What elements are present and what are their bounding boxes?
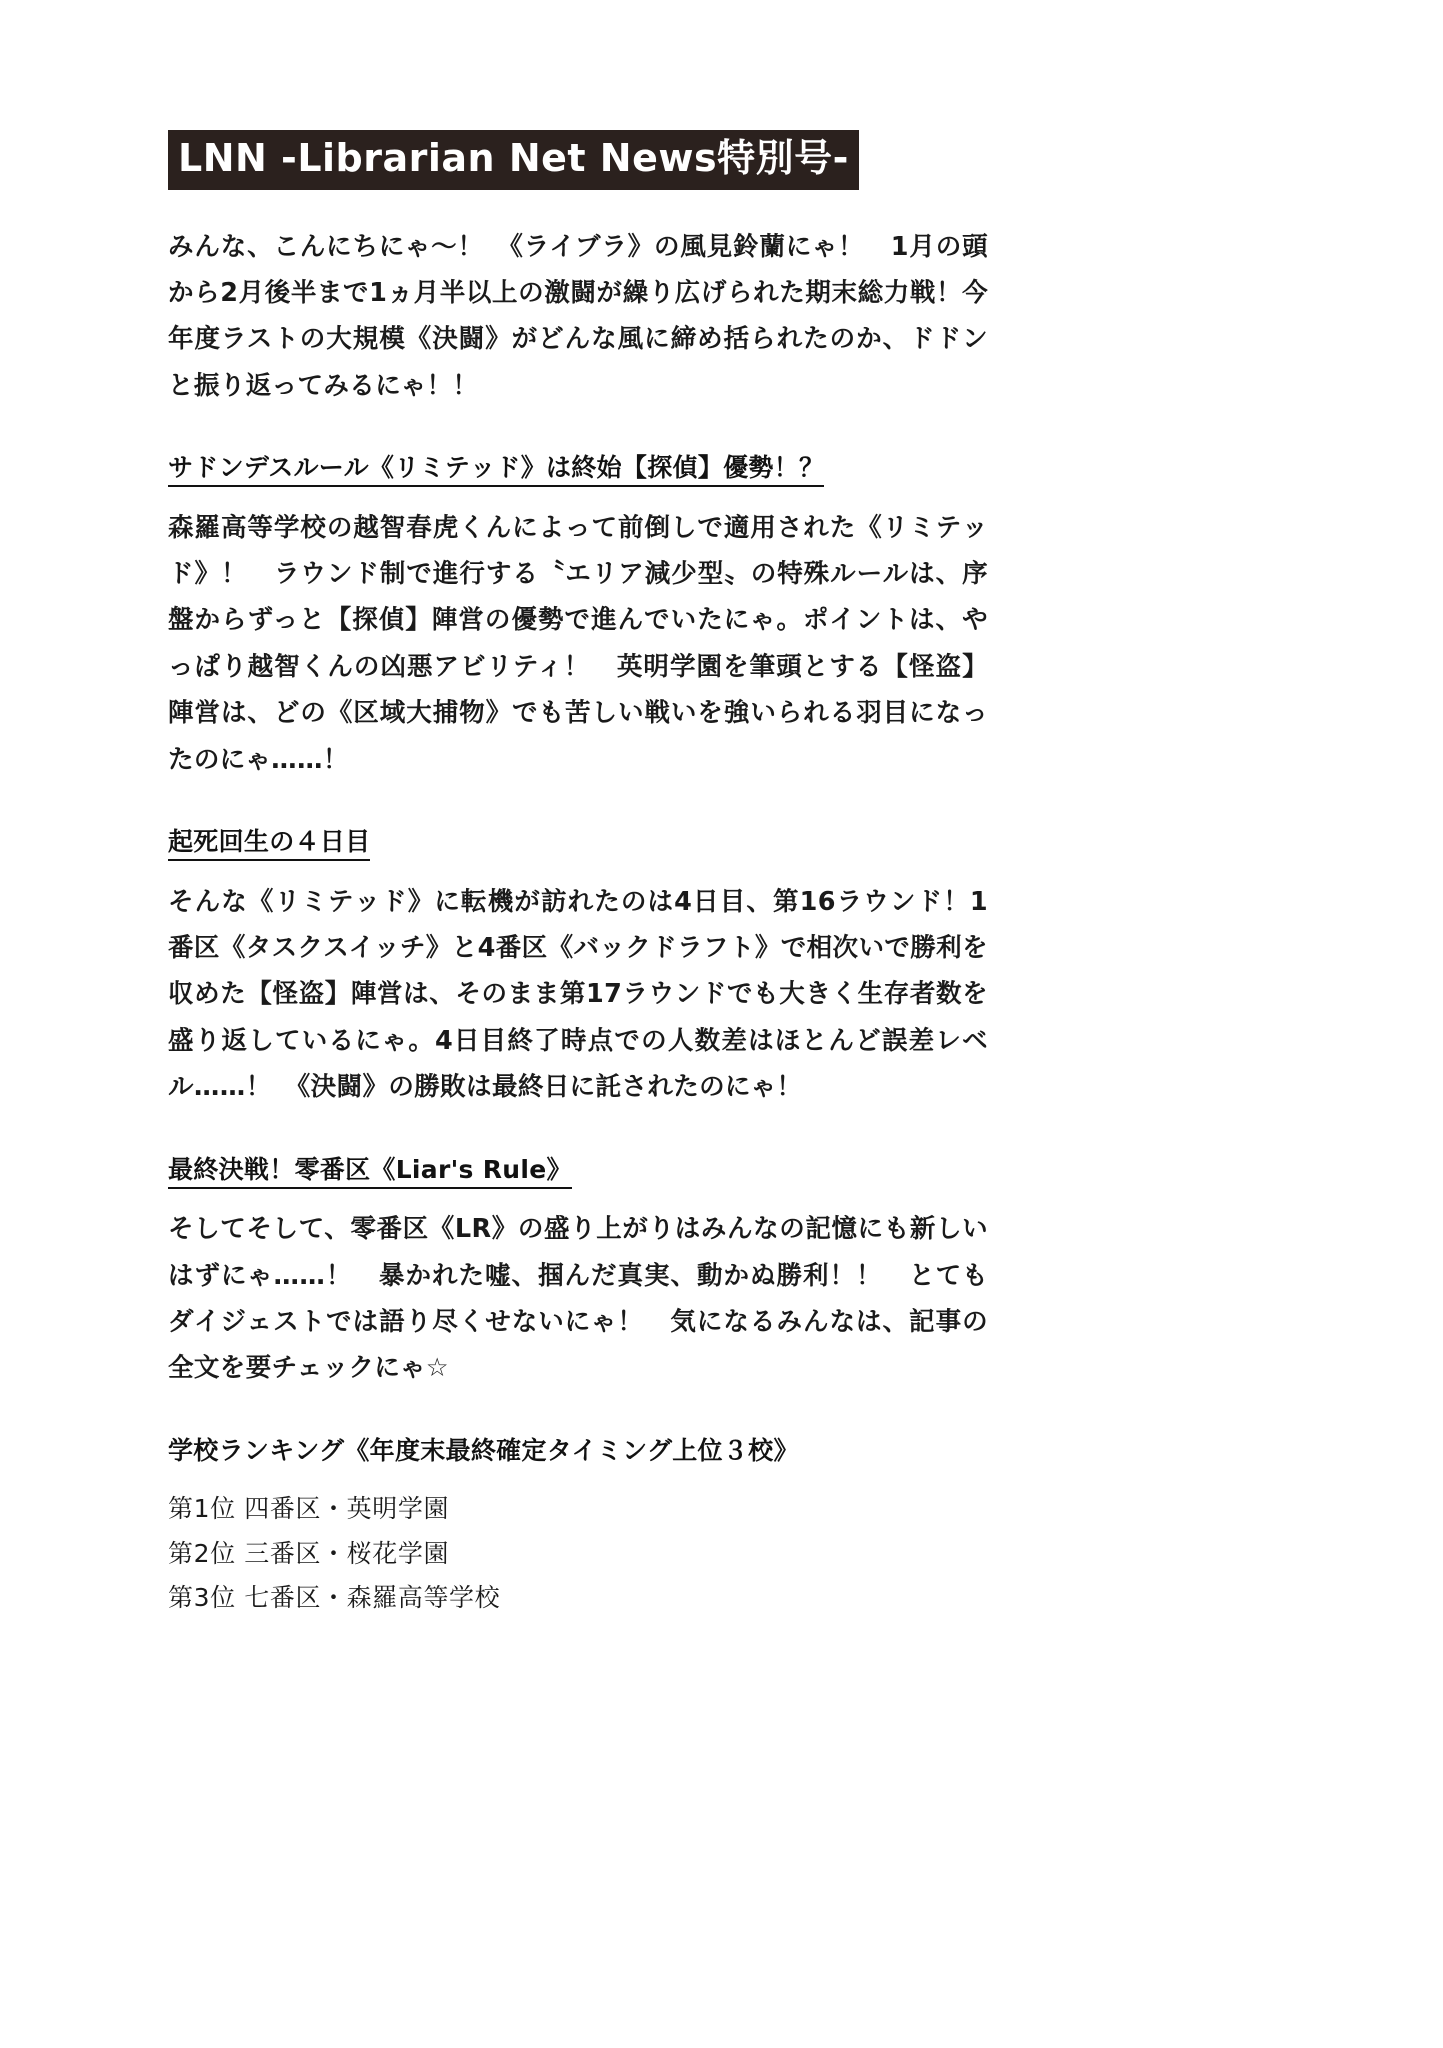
section-school-ranking xyxy=(168,1432,988,1621)
section-day-four xyxy=(168,823,988,1111)
ranking-item: 第2位 三番区・桜花学園 xyxy=(168,1538,450,1568)
section-body-3: そしてそして、零番区《LR》の盛り上がりはみんなの記憶にも新しいはずにゃ……！ 暴かれた嘘、掴んだ真実、動かぬ勝利！！ とてもダイジェストでは語り尽くせないにゃ！ 気になるみんなは、記事の全文を要チェックにゃ☆ xyxy=(168,1214,988,1384)
section-sudden-death xyxy=(168,449,988,783)
document-content xyxy=(168,130,988,1627)
ranking-item: 第1位 四番区・英明学園 xyxy=(168,1494,450,1524)
ranking-heading-text: 学校ランキング《年度末最終確定タイミング上位３校》 xyxy=(168,1435,799,1465)
section-body-2: そんな《リミテッド》に転機が訪れたのは4日目、第16ラウンド！1番区《タスクスイッチ》と4番区《バックドラフト》で相次いで勝利を収めた【怪盗】陣営は、そのまま第17ラウンドでも大きく生存者数を盛り返しているにゃ。4日目終了時点での人数差はほとんど誤差レベル……！ 《決闘》の勝敗は最終日に託されたのにゃ！ xyxy=(168,886,988,1103)
section-heading-1-text: サドンデスルール《リミテッド》は終始【探偵】優勢！？ xyxy=(168,453,824,487)
intro-paragraph: みんな、こんにちにゃ〜！ 《ライブラ》の風見鈴蘭にゃ！ 1月の頭から2月後半まで1ヵ月半以上の激闘が繰り広げられた期末総力戦！今年度ラストの大規模《決闘》がどんな風に締め括られたのか、ドドンと振り返ってみるにゃ！！ xyxy=(168,231,988,401)
section-body-1: 森羅高等学校の越智春虎くんによって前倒しで適用された《リミテッド》！ ラウンド制で進行する〝エリア減少型〟の特殊ルールは、序盤からずっと【探偵】陣営の優勢で進んでいたにゃ。ポイントは、やっぱり越智くんの凶悪アビリティ！ 英明学園を筆頭とする【怪盗】陣営は、どの《区域大捕物》でも苦しい戦いを強いられる羽目になったのにゃ……！ xyxy=(168,512,988,775)
newsletter-title-banner: LNN -Librarian Net News特別号- xyxy=(168,130,859,190)
ranking-heading xyxy=(168,1432,988,1470)
section-liars-rule xyxy=(168,1151,988,1392)
section-heading-3-text: 最終決戦！零番区《Liar's Rule》 xyxy=(168,1155,572,1189)
section-heading-3 xyxy=(168,1151,988,1189)
section-heading-2-text: 起死回生の４日目 xyxy=(168,827,370,861)
ranking-list xyxy=(168,1487,988,1621)
section-heading-1 xyxy=(168,449,988,487)
ranking-item: 第3位 七番区・森羅高等学校 xyxy=(168,1583,501,1613)
section-heading-2 xyxy=(168,823,988,861)
